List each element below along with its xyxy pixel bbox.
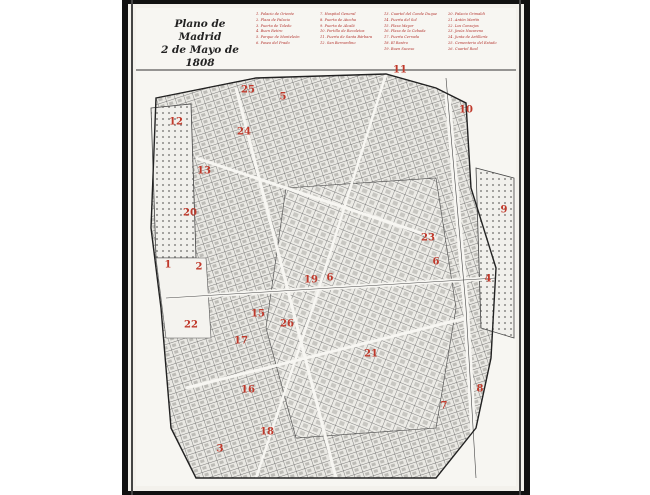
map-legend xyxy=(256,12,514,70)
legend-item: 15. Plaza Mayor xyxy=(384,23,414,28)
legend-item: 14. Puerta del Sol xyxy=(384,17,417,22)
legend-item: 5. Parque de Monteleón xyxy=(256,35,300,40)
map-marker: 16 xyxy=(241,384,255,396)
street-map xyxy=(136,8,516,486)
legend-column xyxy=(448,12,512,53)
legend-item: 25. Cementerio del Estado xyxy=(448,40,497,45)
map-marker: 20 xyxy=(183,207,197,219)
legend-item: 13. Cuartel del Conde Duque xyxy=(384,12,438,16)
legend-item: 23. Jesús Nazareno xyxy=(448,29,484,34)
legend-item: 9. Puerta de Alcalá xyxy=(320,23,355,28)
map-marker: 6 xyxy=(326,272,334,284)
map-marker: 23 xyxy=(421,232,435,244)
map-canvas xyxy=(136,8,516,486)
legend-item: 17. Puerta Cerrada xyxy=(384,35,420,40)
map-marker: 1 xyxy=(164,259,172,271)
legend-item: 19. Buen Suceso xyxy=(384,46,415,51)
map-marker: 2 xyxy=(195,261,203,273)
map-frame xyxy=(122,0,530,495)
map-marker: 24 xyxy=(237,126,251,138)
legend-item: 3. Puerta de Toledo xyxy=(256,23,292,28)
legend-item: 22. Los Consejos xyxy=(448,23,479,28)
border-left xyxy=(122,0,128,495)
map-marker: 17 xyxy=(234,335,248,347)
legend-column xyxy=(384,12,448,53)
legend-item: 6. Paseo del Prado xyxy=(256,40,290,45)
map-marker: 5 xyxy=(279,91,287,103)
legend-item: 11. Puerta de Santa Bárbara xyxy=(320,35,373,40)
border-bottom xyxy=(122,491,530,495)
legend-item: 4. Buen Retiro xyxy=(256,29,283,34)
map-marker: 15 xyxy=(251,308,265,320)
map-marker: 3 xyxy=(216,443,224,455)
border-top xyxy=(122,0,530,4)
legend-item: 21. Antón Martín xyxy=(448,17,480,22)
map-marker: 18 xyxy=(260,426,274,438)
border-right xyxy=(524,0,530,495)
map-subtitle: 2 de Mayo de 1808 xyxy=(161,44,239,69)
map-marker: 11 xyxy=(393,64,407,76)
map-marker: 12 xyxy=(169,116,183,128)
map-marker: 26 xyxy=(280,318,294,330)
map-marker: 10 xyxy=(459,104,473,116)
map-marker: 25 xyxy=(241,84,255,96)
map-marker: 22 xyxy=(184,319,198,331)
map-marker: 6 xyxy=(432,256,440,268)
legend-item: 2. Plaza de Palacio xyxy=(256,17,291,22)
map-marker: 8 xyxy=(476,383,484,395)
map-marker: 9 xyxy=(500,204,508,216)
map-marker: 21 xyxy=(364,348,378,360)
border-right-inner xyxy=(519,0,521,495)
legend-item: 10. Portillo de Recoletos xyxy=(320,29,365,34)
legend-item: 8. Puerta de Atocha xyxy=(320,17,357,22)
legend-column xyxy=(320,12,384,47)
map-marker: 19 xyxy=(304,274,318,286)
map-marker: 13 xyxy=(197,165,211,177)
legend-item: 18. El Rastro xyxy=(384,40,408,45)
map-marker: 4 xyxy=(484,273,492,285)
legend-item: 20. Palacio Grimaldi xyxy=(448,12,485,16)
map-marker: 7 xyxy=(440,400,448,412)
legend-item: 12. San Bernardino xyxy=(320,40,356,45)
legend-item: 7. Hospital General xyxy=(320,12,356,16)
border-left-inner xyxy=(131,0,133,495)
legend-item: 26. Cuartel Real xyxy=(448,46,478,51)
legend-item: 24. Junta de Artillería xyxy=(448,35,488,40)
legend-item: 16. Plaza de la Cebada xyxy=(384,29,426,34)
map-title: Plano de Madrid xyxy=(174,18,226,43)
legend-column xyxy=(256,12,320,47)
legend-item: 1. Palacio de Oriente xyxy=(256,12,295,16)
map-title-cartouche xyxy=(154,14,246,69)
